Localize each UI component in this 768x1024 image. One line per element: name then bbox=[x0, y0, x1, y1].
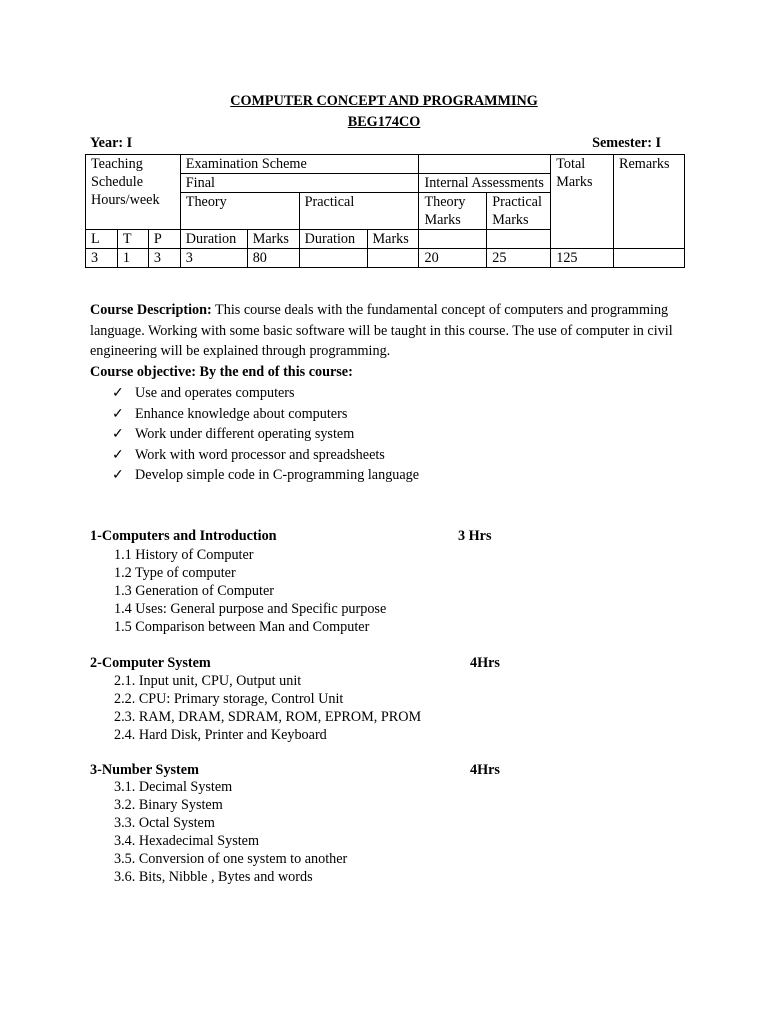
p-value: 3 bbox=[148, 249, 180, 268]
blank-cell bbox=[419, 230, 487, 249]
list-item: 3.5. Conversion of one system to another bbox=[114, 851, 348, 867]
practical-marks-subheader: Marks bbox=[367, 230, 419, 249]
section-topics bbox=[114, 546, 386, 636]
list-item: 1.5 Comparison between Man and Computer bbox=[114, 619, 370, 635]
remarks-header: Remarks bbox=[614, 155, 685, 249]
remarks-value bbox=[614, 249, 685, 268]
list-item bbox=[112, 404, 419, 425]
l-value: 3 bbox=[86, 249, 118, 268]
list-item: 3.6. Bits, Nibble , Bytes and words bbox=[114, 869, 313, 885]
theory-header: Theory bbox=[180, 193, 299, 230]
objective-list bbox=[112, 383, 419, 486]
list-item: 2.1. Input unit, CPU, Output unit bbox=[114, 673, 302, 689]
list-item: 3.3. Octal System bbox=[114, 815, 215, 831]
theory-marks-value: 80 bbox=[247, 249, 299, 268]
practical-marks-header: Practical Marks bbox=[487, 193, 551, 230]
list-item: 3.4. Hexadecimal System bbox=[114, 833, 259, 849]
table-row bbox=[86, 155, 685, 174]
practical-header: Practical bbox=[299, 193, 419, 230]
theory-duration-header: Duration bbox=[180, 230, 247, 249]
section-title: 1-Computers and Introduction bbox=[90, 528, 277, 544]
section-topics bbox=[114, 778, 347, 886]
blank-cell bbox=[419, 155, 551, 174]
course-description-text: This course deals with the fundamental concept of computers and programming language. Working with some basic software will be taught in this course. The use of computer in civil engineering will be explained through programming. bbox=[90, 302, 673, 359]
checkmark-icon: ✓ bbox=[112, 467, 124, 483]
examination-scheme-table bbox=[85, 154, 685, 268]
section-title: 2-Computer System bbox=[90, 655, 211, 671]
section-topics bbox=[114, 672, 421, 744]
objective-text: Develop simple code in C-programming language bbox=[135, 467, 420, 483]
theory-marks-header: Theory Marks bbox=[419, 193, 487, 230]
section-hours: 4Hrs bbox=[470, 655, 500, 671]
practical-marks-value bbox=[367, 249, 419, 268]
section-title: 3-Number System bbox=[90, 762, 199, 778]
list-item bbox=[112, 424, 419, 445]
list-item: 1.2 Type of computer bbox=[114, 565, 236, 581]
list-item: 2.3. RAM, DRAM, SDRAM, ROM, EPROM, PROM bbox=[114, 709, 422, 725]
year-label: Year: I bbox=[90, 135, 133, 151]
practical-duration-header: Duration bbox=[299, 230, 367, 249]
p-header: P bbox=[148, 230, 180, 249]
final-header: Final bbox=[180, 174, 419, 193]
list-item: 1.4 Uses: General purpose and Specific purpose bbox=[114, 601, 387, 617]
list-item bbox=[112, 383, 419, 404]
section-hours: 4Hrs bbox=[470, 762, 500, 778]
course-code: BEG174CO bbox=[347, 114, 421, 130]
table-row bbox=[86, 249, 685, 268]
list-item: 1.1 History of Computer bbox=[114, 547, 254, 563]
practical-duration-value bbox=[299, 249, 367, 268]
l-header: L bbox=[86, 230, 118, 249]
blank-cell bbox=[487, 230, 551, 249]
semester-label: Semester: I bbox=[592, 135, 661, 151]
course-objective-heading: Course objective: By the end of this course: bbox=[90, 364, 353, 380]
checkmark-icon: ✓ bbox=[112, 385, 124, 401]
objective-text: Use and operates computers bbox=[135, 385, 295, 401]
t-value: 1 bbox=[117, 249, 148, 268]
theory-marks-subheader: Marks bbox=[247, 230, 299, 249]
course-description bbox=[90, 300, 690, 362]
internal-assessment-header: Internal Assessments bbox=[419, 174, 551, 193]
t-header: T bbox=[117, 230, 148, 249]
checkmark-icon: ✓ bbox=[112, 426, 124, 442]
internal-theory-value: 20 bbox=[419, 249, 487, 268]
list-item: 3.1. Decimal System bbox=[114, 779, 233, 795]
list-item: 1.3 Generation of Computer bbox=[114, 583, 274, 599]
checkmark-icon: ✓ bbox=[112, 405, 124, 422]
section-hours: 3 Hrs bbox=[458, 528, 492, 544]
list-item: 2.2. CPU: Primary storage, Control Unit bbox=[114, 691, 344, 707]
internal-practical-value: 25 bbox=[487, 249, 551, 268]
checkmark-icon: ✓ bbox=[112, 446, 124, 463]
objective-text: Work with word processor and spreadsheets bbox=[135, 446, 385, 463]
list-item bbox=[112, 465, 419, 486]
course-title: COMPUTER CONCEPT AND PROGRAMMING bbox=[230, 93, 538, 109]
objective-text: Enhance knowledge about computers bbox=[135, 405, 348, 422]
list-item bbox=[112, 445, 419, 466]
teaching-schedule-header: Teaching Schedule Hours/week bbox=[86, 155, 181, 230]
course-description-label: Course Description: bbox=[90, 302, 212, 318]
total-marks-header: Total Marks bbox=[551, 155, 614, 249]
list-item: 3.2. Binary System bbox=[114, 797, 223, 813]
theory-duration-value: 3 bbox=[180, 249, 247, 268]
total-marks-value: 125 bbox=[551, 249, 614, 268]
objective-text: Work under different operating system bbox=[135, 426, 355, 442]
exam-scheme-header: Examination Scheme bbox=[180, 155, 419, 174]
list-item: 2.4. Hard Disk, Printer and Keyboard bbox=[114, 727, 327, 743]
